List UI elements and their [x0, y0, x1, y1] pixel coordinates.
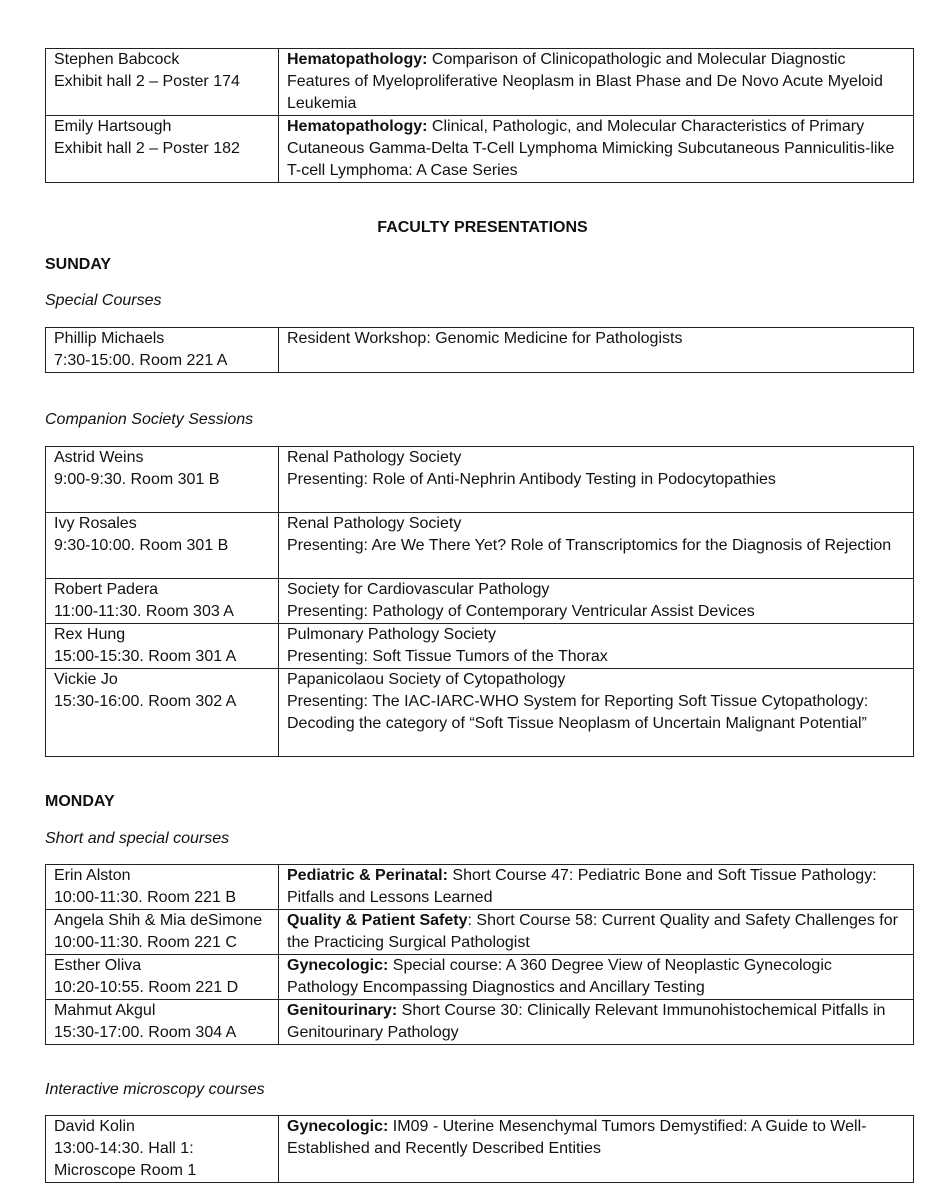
session-time-room: 15:30-17:00. Room 304 A — [54, 1024, 237, 1041]
session-time-room: 7:30-15:00. Room 221 A — [54, 352, 228, 369]
presentation-cell — [279, 865, 914, 910]
table-row — [46, 328, 914, 373]
presenter-cell — [46, 1116, 279, 1183]
presentation-title: Clinical, Pathologic, and Molecular Characteristics of Primary Cutaneous Gamma-Delta T-Cell Lymphoma Mimicking Subcutaneous Panniculitis-like T-cell Lymphoma: A Case Series — [287, 118, 895, 179]
presenter-name: Emily Hartsough — [54, 118, 172, 135]
category-label: Genitourinary: — [287, 1002, 398, 1019]
presenter-name: David Kolin — [54, 1118, 135, 1135]
presenter-name: Vickie Jo — [54, 671, 118, 688]
presentation-cell — [279, 624, 914, 669]
presentation-title: Resident Workshop: Genomic Medicine for Pathologists — [287, 330, 683, 347]
session-room: Microscope Room 1 — [54, 1162, 197, 1179]
session-time-room: 9:00-9:30. Room 301 B — [54, 471, 220, 488]
session-time-room: 13:00-14:30. Hall 1: — [54, 1140, 194, 1157]
companion-sessions-table — [45, 446, 914, 757]
table-row — [46, 1116, 914, 1183]
presentation-cell — [279, 116, 914, 183]
microscopy-courses-heading: Interactive microscopy courses — [45, 1081, 265, 1098]
presenter-cell — [46, 669, 279, 757]
table-row — [46, 513, 914, 579]
companion-sessions-heading: Companion Society Sessions — [45, 411, 254, 428]
presenter-cell — [46, 955, 279, 1000]
presenter-cell — [46, 447, 279, 513]
presentation-title: Presenting: Soft Tissue Tumors of the Thorax — [287, 648, 608, 665]
society-name: Society for Cardiovascular Pathology — [287, 581, 550, 598]
presenter-name: Phillip Michaels — [54, 330, 165, 347]
presenter-name: Astrid Weins — [54, 449, 144, 466]
presentation-cell — [279, 513, 914, 579]
short-courses-heading: Short and special courses — [45, 830, 230, 847]
presentation-cell — [279, 447, 914, 513]
presentation-cell — [279, 955, 914, 1000]
society-name: Renal Pathology Society — [287, 449, 462, 466]
session-time-room: 15:30-16:00. Room 302 A — [54, 693, 237, 710]
category-label: Gynecologic: — [287, 1118, 389, 1135]
faculty-presentations-heading: FACULTY PRESENTATIONS — [377, 219, 588, 236]
presenter-cell — [46, 1000, 279, 1045]
category-label: Pediatric & Perinatal: — [287, 867, 448, 884]
society-name: Pulmonary Pathology Society — [287, 626, 496, 643]
table-row — [46, 49, 914, 116]
table-row — [46, 865, 914, 910]
society-name: Papanicolaou Society of Cytopathology — [287, 671, 566, 688]
table-row — [46, 910, 914, 955]
session-time-room: 10:00-11:30. Room 221 B — [54, 889, 237, 906]
presentation-cell — [279, 910, 914, 955]
presentation-cell — [279, 1000, 914, 1045]
presenter-cell — [46, 865, 279, 910]
presentation-title: Presenting: Are We There Yet? Role of Transcriptomics for the Diagnosis of Rejection — [287, 537, 892, 554]
presenter-name: Esther Oliva — [54, 957, 142, 974]
society-name: Renal Pathology Society — [287, 515, 462, 532]
presenter-name: Rex Hung — [54, 626, 126, 643]
presenter-name: Angela Shih & Mia deSimone — [54, 912, 263, 929]
presentation-title: Special course: A 360 Degree View of Neoplastic Gynecologic Pathology Encompassing Diagnostics and Ancillary Testing — [287, 957, 832, 996]
presenter-name: Robert Padera — [54, 581, 159, 598]
session-time-room: 11:00-11:30. Room 303 A — [54, 603, 234, 620]
category-label: Gynecologic: — [287, 957, 389, 974]
table-row — [46, 1000, 914, 1045]
presentation-title: : Short Course 58: Current Quality and Safety Challenges for the Practicing Surgical Pathologist — [287, 912, 898, 951]
presenter-cell — [46, 910, 279, 955]
presenter-name: Stephen Babcock — [54, 51, 180, 68]
presentation-title: Comparison of Clinicopathologic and Molecular Diagnostic Features of Myeloproliferative Neoplasm in Blast Phase and De Novo Acute Myeloid Leukemia — [287, 51, 883, 112]
presenter-name: Ivy Rosales — [54, 515, 137, 532]
monday-heading: MONDAY — [45, 793, 115, 810]
poster-table — [45, 48, 914, 183]
presentation-title: Short Course 30: Clinically Relevant Immunohistochemical Pitfalls in Genitourinary Pathology — [287, 1002, 886, 1041]
session-time-room: 9:30-10:00. Room 301 B — [54, 537, 229, 554]
presenter-cell — [46, 116, 279, 183]
special-courses-table — [45, 327, 914, 373]
presenter-cell — [46, 49, 279, 116]
table-row — [46, 955, 914, 1000]
presenter-cell — [46, 328, 279, 373]
category-label: Hematopathology: — [287, 118, 428, 135]
presentation-title: Presenting: Role of Anti-Nephrin Antibody Testing in Podocytopathies — [287, 471, 776, 488]
presentation-cell — [279, 579, 914, 624]
special-courses-heading: Special Courses — [45, 292, 162, 309]
session-time-room: 10:20-10:55. Room 221 D — [54, 979, 239, 996]
sunday-heading: SUNDAY — [45, 256, 112, 273]
microscopy-courses-table — [45, 1115, 914, 1183]
presenter-cell — [46, 579, 279, 624]
presentation-cell — [279, 669, 914, 757]
presentation-title: IM09 - Uterine Mesenchymal Tumors Demystified: A Guide to Well-Established and Recently Described Entities — [287, 1118, 867, 1157]
category-label: Hematopathology: — [287, 51, 428, 68]
table-row — [46, 579, 914, 624]
table-row — [46, 624, 914, 669]
table-row — [46, 116, 914, 183]
presenter-location: Exhibit hall 2 – Poster 182 — [54, 140, 240, 157]
presenter-location: Exhibit hall 2 – Poster 174 — [54, 73, 240, 90]
presentation-cell — [279, 328, 914, 373]
presenter-cell — [46, 513, 279, 579]
presentation-title: Presenting: Pathology of Contemporary Ventricular Assist Devices — [287, 603, 755, 620]
presentation-title: Short Course 47: Pediatric Bone and Soft Tissue Pathology: Pitfalls and Lessons Learned — [287, 867, 877, 906]
presentation-title: Presenting: The IAC-IARC-WHO System for Reporting Soft Tissue Cytopathology: Decoding the category of “Soft Tissue Neoplasm of Uncertain Malignant Potential” — [287, 693, 869, 732]
presenter-name: Mahmut Akgul — [54, 1002, 156, 1019]
presentation-cell — [279, 1116, 914, 1183]
session-time-room: 10:00-11:30. Room 221 C — [54, 934, 237, 951]
presenter-name: Erin Alston — [54, 867, 131, 884]
category-label: Quality & Patient Safety — [287, 912, 468, 929]
short-courses-table — [45, 864, 914, 1045]
presentation-cell — [279, 49, 914, 116]
table-row — [46, 447, 914, 513]
session-time-room: 15:00-15:30. Room 301 A — [54, 648, 237, 665]
table-row — [46, 669, 914, 757]
presenter-cell — [46, 624, 279, 669]
